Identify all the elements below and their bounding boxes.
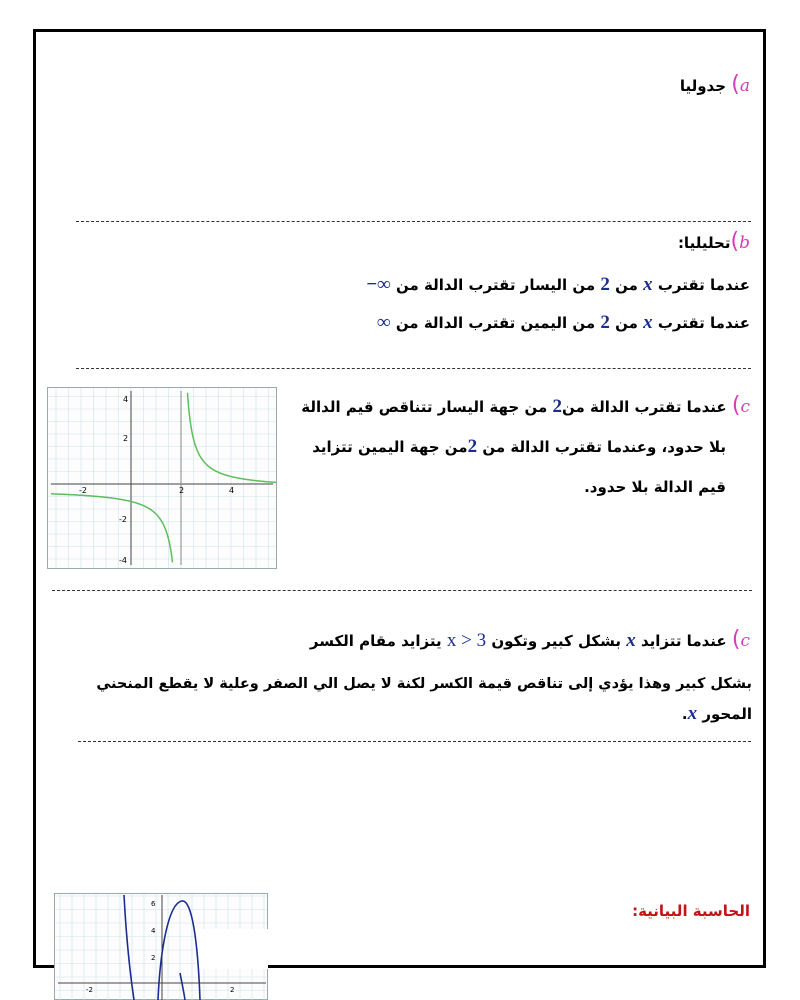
part-c2-line1-post: يتزايد مقام الكسر bbox=[309, 632, 442, 650]
part-a-letter: a bbox=[739, 76, 750, 96]
part-b-line1-pre: عندما تقترب bbox=[657, 276, 750, 294]
part-c1-letter: c bbox=[740, 397, 750, 417]
part-a-line bbox=[680, 72, 750, 97]
part-c2-line1 bbox=[310, 627, 750, 652]
part-c2-line3-pre: المحور bbox=[702, 705, 752, 723]
part-c2-line3-var: x bbox=[687, 703, 698, 724]
part-b-line1-var: x bbox=[643, 274, 653, 295]
part-c2-line1-mid: بشكل كبير وتكون bbox=[491, 632, 621, 650]
graph-2-ytick-4: 4 bbox=[151, 927, 156, 935]
part-b-letter: b bbox=[739, 233, 750, 253]
part-c2-line3-end: . bbox=[681, 705, 688, 723]
part-b-line1-post: من اليسار تقترب الدالة من bbox=[395, 276, 596, 294]
graph-2-xtick-2: 2 bbox=[230, 986, 235, 994]
graph-1-xtick-4: 4 bbox=[229, 486, 235, 495]
part-a-paren: ) bbox=[731, 72, 740, 97]
graph-1-ytick-4: 4 bbox=[123, 395, 129, 404]
graph-1-ytick-neg4: -4 bbox=[119, 556, 127, 565]
part-c2-line3 bbox=[682, 703, 752, 725]
part-c1-line3 bbox=[584, 478, 726, 496]
divider-3 bbox=[52, 590, 752, 591]
part-c1-line2-pre: بلا حدود، وعندما تقترب الدالة من bbox=[482, 438, 726, 456]
part-c2-line1-ineq: x > 3 bbox=[446, 630, 487, 651]
part-c2-line1-pre: عندما تتزايد bbox=[640, 632, 727, 650]
part-c2-line1-var: x bbox=[626, 630, 636, 651]
part-b-line2-num: 2 bbox=[600, 312, 610, 333]
graph-2-ytick-2: 2 bbox=[151, 954, 156, 962]
part-b-line1-mid: من bbox=[615, 276, 638, 294]
part-b-title: تحليليا: bbox=[677, 234, 731, 252]
part-c1-line2 bbox=[312, 436, 726, 458]
part-c1-paren: ) bbox=[731, 393, 741, 418]
graph-2-blank-patch bbox=[197, 929, 268, 969]
divider-4 bbox=[78, 741, 751, 742]
part-c2-letter: c bbox=[740, 631, 750, 651]
part-c1-line1 bbox=[301, 393, 750, 418]
part-b-line1 bbox=[366, 274, 750, 296]
graph-1-ytick-neg2: -2 bbox=[119, 515, 127, 524]
graph-1 bbox=[47, 387, 277, 569]
part-c1-line1-post: من جهة اليسار تتناقص قيم الدالة bbox=[301, 398, 548, 416]
part-c1-line1-num: 2 bbox=[552, 396, 562, 417]
graph-2-xtick-neg2: -2 bbox=[86, 986, 93, 994]
calculator-label bbox=[632, 902, 750, 920]
part-c2-line2 bbox=[96, 676, 752, 692]
part-b-title-line bbox=[678, 229, 750, 254]
graph-2 bbox=[54, 893, 268, 1000]
part-b-line2-post: من اليمين تقترب الدالة من bbox=[395, 314, 596, 332]
part-b-line1-limit: −∞ bbox=[366, 274, 391, 295]
graph-2-ytick-6: 6 bbox=[151, 900, 156, 908]
part-b-line1-num: 2 bbox=[600, 274, 610, 295]
part-c1-line3-text: قيم الدالة بلا حدود. bbox=[584, 478, 726, 496]
part-c2-paren: ) bbox=[731, 627, 741, 652]
graph-1-ytick-2: 2 bbox=[123, 434, 129, 443]
part-b-paren: ) bbox=[730, 229, 740, 254]
part-b-line2-mid: من bbox=[615, 314, 638, 332]
calculator-label-text: الحاسبة البيانية: bbox=[632, 902, 750, 920]
part-b-line2-limit: ∞ bbox=[377, 312, 391, 333]
graph-1-xtick-2: 2 bbox=[179, 486, 185, 495]
divider-1 bbox=[76, 221, 751, 222]
part-b-line2-var: x bbox=[643, 312, 653, 333]
part-c1-line2-post: من جهة اليمين تتزايد bbox=[312, 438, 468, 456]
part-b-line2-pre: عندما تقترب bbox=[657, 314, 750, 332]
divider-2 bbox=[76, 368, 751, 369]
part-a-text: جدوليا bbox=[679, 77, 727, 95]
part-c2-line2-text: بشكل كبير وهذا يؤدي إلى تناقص قيمة الكسر لكنة لا يصل الي الصفر وعلية لا يقطع المنحني bbox=[96, 676, 752, 692]
part-b-line2 bbox=[377, 312, 750, 334]
graph-1-xtick-neg2: -2 bbox=[79, 486, 87, 495]
part-c1-line1-pre: عندما تقترب الدالة من bbox=[561, 398, 727, 416]
part-c1-line2-num: 2 bbox=[467, 436, 478, 457]
